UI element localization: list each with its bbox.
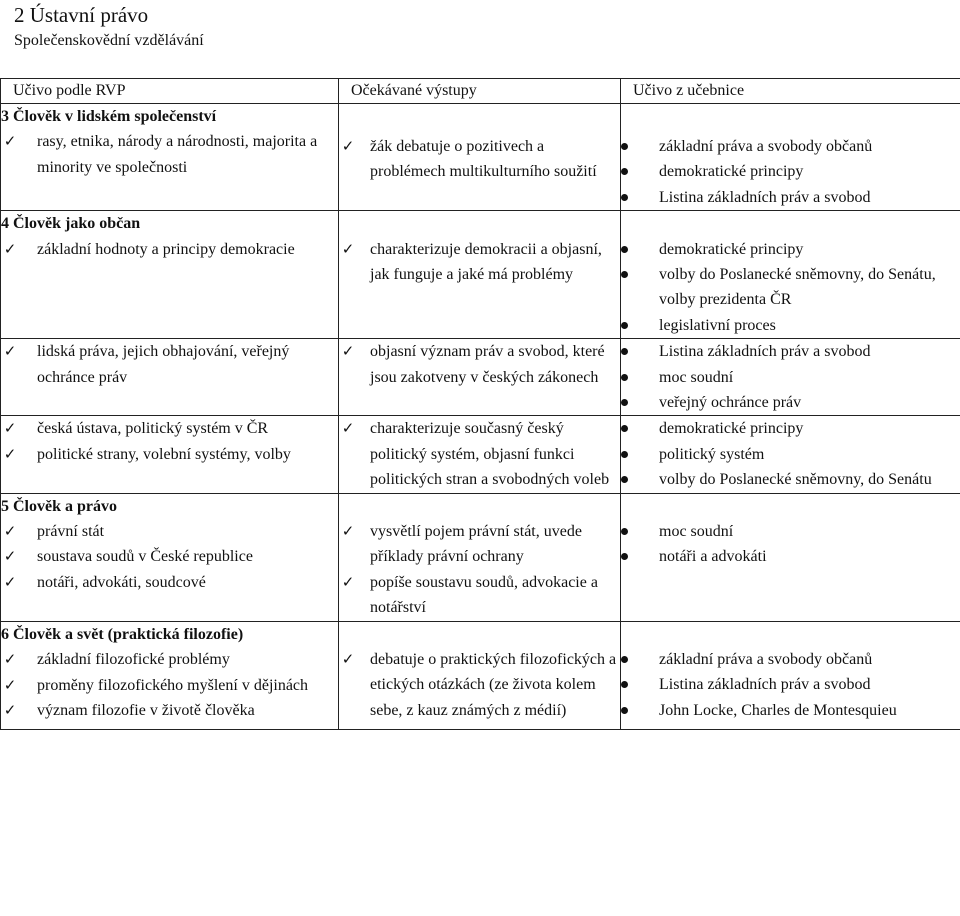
list-item-text: objasní význam práv a svobod, které jsou zakotveny v českých zákonech (370, 343, 605, 386)
item-list (339, 519, 620, 621)
list-item (1, 339, 338, 390)
spacer (1, 467, 338, 492)
checkmark-icon: ✓ (341, 137, 355, 155)
list-item-text: moc soudní (659, 523, 734, 541)
cell-rvp (1, 416, 339, 493)
header-outcomes: Očekávané výstupy (339, 79, 621, 104)
table-row (1, 621, 960, 730)
checkmark-icon: ✓ (3, 547, 17, 566)
cell-outcomes (339, 493, 621, 621)
bullet-dot-icon (621, 451, 628, 458)
bullet-dot-icon (621, 143, 628, 150)
table-row (1, 104, 960, 211)
list-item-text: Listina základních práv a svobod (659, 343, 871, 361)
bullet-dot-icon (621, 322, 628, 329)
checkmark-icon: ✓ (341, 522, 355, 541)
bullet-dot-icon (621, 476, 628, 483)
cell-outcomes (339, 621, 621, 730)
item-list (339, 237, 620, 288)
list-item-text: základní práva a svobody občanů (659, 138, 873, 155)
item-list (621, 237, 960, 339)
list-item (621, 519, 960, 544)
checkmark-icon: ✓ (3, 522, 17, 541)
checkmark-icon: ✓ (3, 444, 17, 463)
bullet-dot-icon (621, 656, 628, 663)
table-row (1, 339, 960, 416)
list-item (339, 570, 620, 621)
list-item (339, 237, 620, 288)
spacer (339, 622, 620, 647)
list-item-text: popíše soustavu soudů, advokacie a notářství (370, 573, 598, 617)
list-item (1, 698, 338, 723)
item-list (1, 237, 338, 262)
bullet-dot-icon (621, 246, 628, 253)
checkmark-icon: ✓ (3, 650, 17, 669)
cell-textbook (621, 493, 960, 621)
bullet-dot-icon (621, 707, 628, 714)
list-item-text: právní stát (37, 523, 105, 541)
list-item-text: proměny filozofického myšlení v dějinách (37, 676, 309, 694)
section-heading: 5 Člověk a právo (1, 497, 117, 515)
cell-rvp (1, 211, 339, 339)
list-item-text: veřejný ochránce práv (659, 394, 802, 412)
list-item-text: rasy, etnika, národy a národnosti, majorita a minority ve společnosti (37, 133, 318, 176)
list-item (621, 339, 960, 364)
spacer (339, 494, 620, 519)
spacer (621, 211, 960, 236)
bullet-dot-icon (621, 348, 628, 355)
bullet-dot-icon (621, 528, 628, 535)
list-item-text: John Locke, Charles de Montesquieu (659, 701, 897, 719)
item-list (621, 134, 960, 210)
list-item-text: žák debatuje o pozitivech a problémech multikulturního soužití (370, 138, 597, 181)
list-item-text: demokratické principy (659, 240, 804, 258)
cell-outcomes (339, 339, 621, 416)
bullet-dot-icon (621, 399, 628, 406)
bullet-dot-icon (621, 553, 628, 560)
list-item-text: moc soudní (659, 368, 734, 386)
list-item (621, 185, 960, 210)
list-item-text: charakterizuje současný český politický systém, objasní funkci politických stran a svobodných voleb (370, 420, 610, 489)
checkmark-icon: ✓ (3, 700, 17, 719)
list-item-text: notáři a advokáti (659, 548, 767, 566)
list-item (1, 544, 338, 569)
item-list (1, 647, 338, 723)
list-item-text: debatuje o praktických filozofických a etických otázkách (ze života kolem sebe, z kauz známých z médií) (370, 651, 617, 719)
spacer (1, 262, 338, 287)
list-item (621, 416, 960, 441)
checkmark-icon: ✓ (341, 239, 355, 258)
spacer (621, 104, 960, 134)
table-body (1, 104, 960, 730)
list-item (621, 159, 960, 184)
list-item-text: základní filozofické problémy (37, 651, 230, 669)
list-item (621, 365, 960, 390)
item-list (621, 519, 960, 570)
list-item (339, 134, 620, 185)
checkmark-icon: ✓ (341, 650, 355, 669)
list-item (621, 544, 960, 569)
list-item-text: lidská práva, jejich obhajování, veřejný ochránce práv (37, 343, 290, 386)
cell-rvp (1, 339, 339, 416)
list-item-text: základní hodnoty a principy demokracie (37, 240, 295, 258)
list-item-text: základní práva a svobody občanů (659, 651, 873, 669)
checkmark-icon: ✓ (341, 419, 355, 438)
list-item-text: volby do Poslanecké sněmovny, do Senátu (659, 471, 932, 489)
header-rvp: Učivo podle RVP (1, 79, 339, 104)
item-list (621, 647, 960, 723)
list-item-text: charakterizuje demokracii a objasní, jak funguje a jaké má problémy (370, 240, 602, 284)
item-list (621, 416, 960, 492)
checkmark-icon: ✓ (3, 572, 17, 591)
checkmark-icon: ✓ (341, 342, 355, 361)
table-header-row (1, 79, 960, 104)
item-list (1, 339, 338, 390)
spacer (339, 104, 620, 134)
list-item (1, 519, 338, 544)
item-list (339, 339, 620, 390)
list-item-text: demokratické principy (659, 420, 804, 438)
item-list (339, 647, 620, 723)
list-item (339, 519, 620, 570)
curriculum-table (0, 78, 960, 730)
list-item-text: Listina základních práv a svobod (659, 188, 871, 206)
list-item-text: politické strany, volební systémy, volby (37, 445, 291, 463)
checkmark-icon: ✓ (3, 675, 17, 694)
list-item (621, 390, 960, 415)
checkmark-icon: ✓ (3, 239, 17, 258)
cell-textbook (621, 339, 960, 416)
item-list (1, 129, 338, 180)
spacer (1, 390, 338, 415)
list-item-text: vysvětlí pojem právní stát, uvede příklady právní ochrany (370, 523, 582, 566)
table-row (1, 416, 960, 493)
checkmark-icon: ✓ (3, 132, 17, 151)
section-heading: 6 Člověk a svět (praktická filozofie) (1, 625, 244, 643)
bullet-dot-icon (621, 374, 628, 381)
list-item-text: demokratické principy (659, 163, 804, 181)
cell-textbook (621, 211, 960, 339)
list-item-text: politický systém (659, 445, 765, 463)
list-item (621, 237, 960, 262)
cell-rvp (1, 104, 339, 211)
checkmark-icon: ✓ (341, 572, 355, 591)
page-title: 2 Ústavní právo (14, 3, 149, 27)
spacer (1, 723, 338, 729)
list-item (621, 442, 960, 467)
spacer (1, 180, 338, 205)
cell-outcomes (339, 416, 621, 493)
item-list (339, 416, 620, 492)
cell-rvp (1, 621, 339, 730)
cell-textbook (621, 104, 960, 211)
spacer (339, 211, 620, 236)
list-item-text: legislativní proces (659, 316, 776, 334)
cell-rvp (1, 493, 339, 621)
list-item-text: význam filozofie v životě člověka (37, 701, 255, 719)
list-item-text: Listina základních práv a svobod (659, 676, 871, 694)
list-item (339, 416, 620, 492)
spacer (621, 494, 960, 519)
bullet-dot-icon (621, 168, 628, 175)
list-item (1, 416, 338, 441)
list-item (1, 673, 338, 698)
cell-outcomes (339, 104, 621, 211)
list-item-text: notáři, advokáti, soudcové (37, 573, 206, 591)
list-item (621, 262, 960, 313)
item-list (1, 416, 338, 467)
list-item-text: soustava soudů v České republice (37, 548, 253, 566)
spacer (621, 622, 960, 647)
checkmark-icon: ✓ (3, 342, 17, 361)
bullet-dot-icon (621, 681, 628, 688)
checkmark-icon: ✓ (3, 419, 17, 438)
list-item (621, 467, 960, 492)
item-list (621, 339, 960, 415)
page-subtitle: Společenskovědní vzdělávání (14, 32, 204, 49)
list-item (621, 313, 960, 338)
list-item (339, 647, 620, 723)
bullet-dot-icon (621, 425, 628, 432)
bullet-dot-icon (621, 194, 628, 201)
spacer (1, 595, 338, 620)
list-item (1, 237, 338, 262)
section-heading: 4 Člověk jako občan (1, 215, 141, 233)
section-heading: 3 Člověk v lidském společenství (1, 108, 217, 125)
item-list (1, 519, 338, 595)
cell-textbook (621, 416, 960, 493)
bullet-dot-icon (621, 271, 628, 278)
cell-outcomes (339, 211, 621, 339)
list-item (621, 698, 960, 723)
cell-textbook (621, 621, 960, 730)
list-item (621, 672, 960, 697)
list-item-text: česká ústava, politický systém v ČR (37, 420, 269, 438)
table-row (1, 211, 960, 339)
item-list (339, 134, 620, 185)
list-item (1, 570, 338, 595)
list-item (621, 647, 960, 672)
table-row (1, 493, 960, 621)
list-item (1, 129, 338, 180)
list-item-text: volby do Poslanecké sněmovny, do Senátu, volby prezidenta ČR (659, 266, 936, 309)
list-item (339, 339, 620, 390)
list-item (1, 647, 338, 672)
header-textbook: Učivo z učebnice (621, 79, 960, 104)
list-item (1, 442, 338, 467)
list-item (621, 134, 960, 159)
